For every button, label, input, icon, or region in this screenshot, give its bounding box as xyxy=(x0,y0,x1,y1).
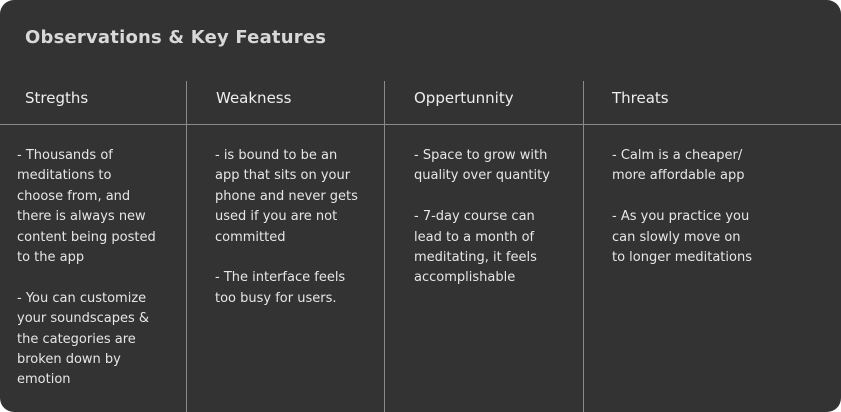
threats-header: Threats xyxy=(612,89,669,107)
threats-column xyxy=(612,146,782,289)
opportunity-point: - Space to grow with quality over quantity xyxy=(414,148,550,184)
weakness-point: - is bound to be an app that sits on your phone and never gets used if you are not committed xyxy=(215,148,358,245)
weakness-header: Weakness xyxy=(216,89,292,107)
card-title: Observations & Key Features xyxy=(25,27,327,48)
opportunity-column xyxy=(414,146,579,309)
weakness-column xyxy=(215,146,380,330)
strengths-point: - Thousands of meditations to choose from, and there is always new content being posted to the app xyxy=(17,148,156,266)
column-divider-2 xyxy=(384,81,385,412)
strengths-column xyxy=(17,146,182,411)
opportunity-point: - 7-day course can lead to a month of meditating, it feels accomplishable xyxy=(414,209,537,286)
column-divider-1 xyxy=(186,81,187,412)
weakness-point: - The interface feels too busy for users. xyxy=(215,270,346,306)
strengths-point: - You can customize your soundscapes & the categories are broken down by emotion xyxy=(17,290,149,388)
strengths-header: Stregths xyxy=(25,89,89,107)
column-divider-3 xyxy=(583,81,584,412)
threats-point: - Calm is a cheaper/ more affordable app xyxy=(612,148,745,184)
threats-point: - As you practice you can slowly move on to longer meditations xyxy=(612,209,752,266)
opportunity-header: Oppertunnity xyxy=(414,89,514,107)
header-divider xyxy=(0,124,841,125)
